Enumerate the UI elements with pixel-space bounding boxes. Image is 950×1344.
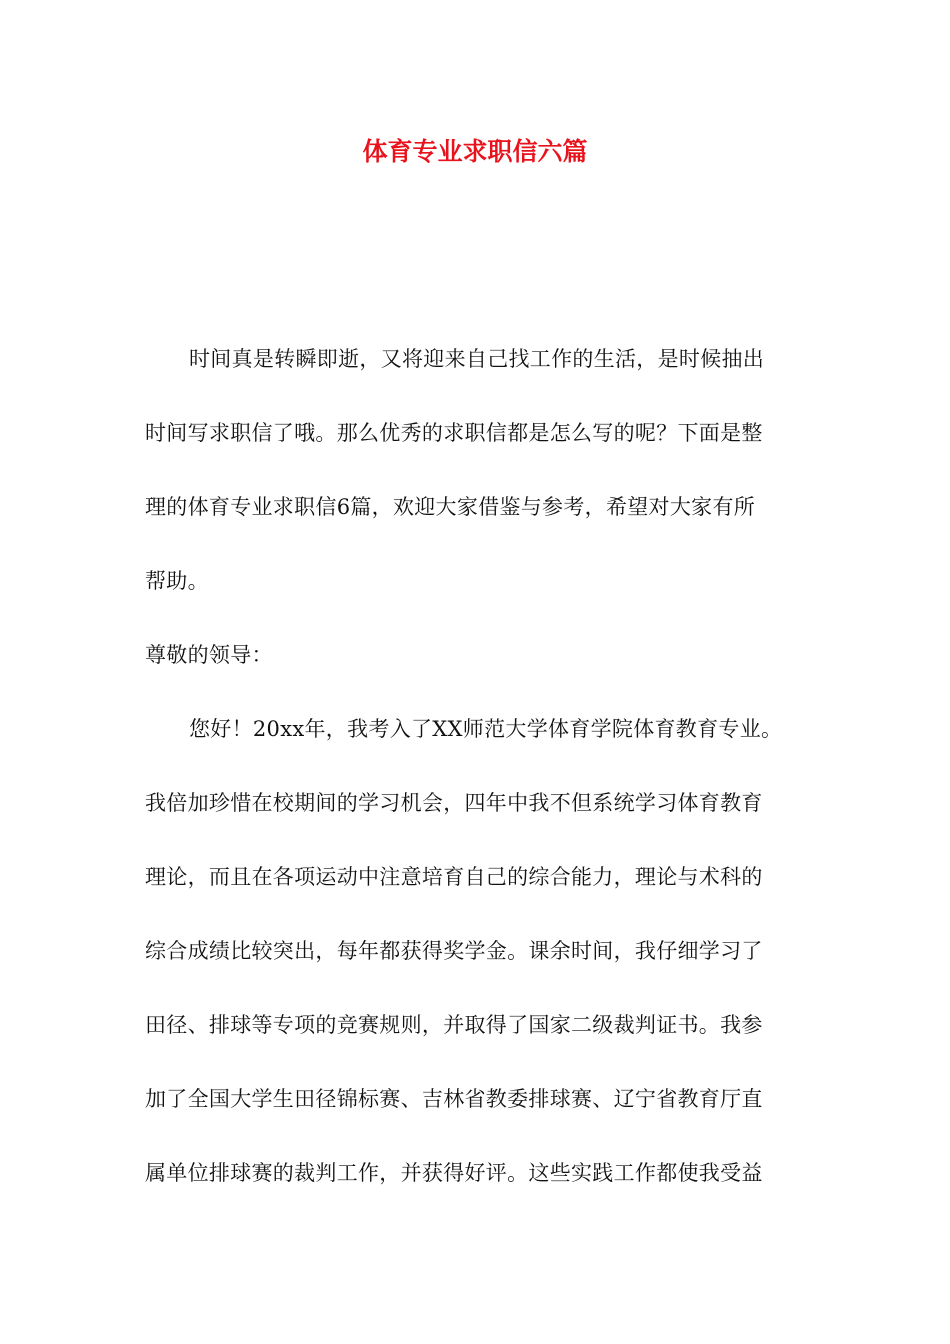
salutation-line: 尊敬的领导：	[145, 643, 273, 667]
paragraph-line: 综合成绩比较突出，每年都获得奖学金。课余时间，我仔细学习了	[145, 939, 763, 963]
paragraph-line: 理论，而且在各项运动中注意培育自己的综合能力，理论与术科的	[145, 865, 763, 889]
paragraph-line: 时间真是转瞬即逝，又将迎来自己找工作的生活，是时候抽出	[189, 347, 765, 371]
paragraph-line: 属单位排球赛的裁判工作，并获得好评。这些实践工作都使我受益	[145, 1161, 763, 1185]
paragraph-line: 您好！20xx年，我考入了XX师范大学体育学院体育教育专业。	[189, 717, 783, 741]
paragraph-line: 加了全国大学生田径锦标赛、吉林省教委排球赛、辽宁省教育厅直	[145, 1087, 763, 1111]
body-text	[145, 322, 805, 1210]
paragraph-line: 田径、排球等专项的竞赛规则，并取得了国家二级裁判证书。我参	[145, 1013, 763, 1037]
page-title: 体育专业求职信六篇	[362, 137, 588, 166]
paragraph-line: 我倍加珍惜在校期间的学习机会，四年中我不但系统学习体育教育	[145, 791, 763, 815]
paragraph-line: 理的体育专业求职信6篇，欢迎大家借鉴与参考，希望对大家有所	[145, 495, 756, 519]
paragraph-line: 时间写求职信了哦。那么优秀的求职信都是怎么写的呢？下面是整	[145, 421, 763, 445]
paragraph-line: 帮助。	[145, 569, 209, 593]
